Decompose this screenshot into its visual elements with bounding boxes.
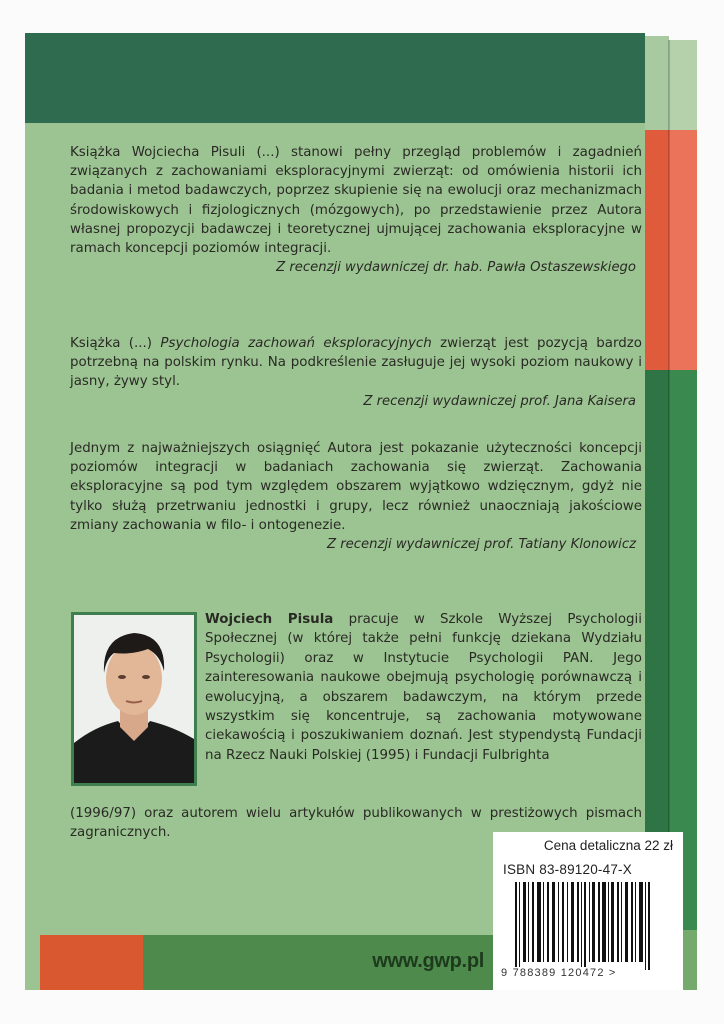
publisher-url: www.gwp.pl <box>372 950 484 972</box>
author-name: Wojciech Pisula <box>205 612 334 627</box>
review-1 <box>70 143 642 277</box>
price-barcode-sticker <box>493 832 683 990</box>
review-2 <box>70 334 642 411</box>
review-2-text <box>70 334 642 392</box>
spine-red-stripe <box>645 130 669 370</box>
author-photo <box>74 615 194 783</box>
book-title: Psychologia zachowań eksploracyjnych <box>160 336 432 351</box>
author-bio-continued: (1996/97) oraz autorem wielu artykułów publikowanych w prestiżowych pismach zagranicznych. <box>70 806 642 841</box>
barcode-icon <box>511 882 661 970</box>
author-portrait-icon <box>74 615 194 783</box>
review-2-citation: Z recenzji wydawniczej prof. Jana Kaisera <box>363 393 636 409</box>
bottom-orange-block <box>40 935 143 990</box>
barcode-digits: 9 788389 120472 > <box>501 967 617 979</box>
review-3-text: Jednym z najważniejszych osiągnięć Autora jest pokazanie użyteczności koncepcji poziomów integracji w badaniach zachowania się zwierząt. Zachowania eksploracyjne są pod tym względem obszarem wyjątkowo wdzięcznym, gdyż nie tylko służą przetrwaniu jednostki i grupy, lecz również unaoczniają jakościowe zmiany zachowania w filo- i ontogenezie. <box>70 441 642 533</box>
review-2-text-end: zwierząt jest pozycją bardzo potrzebną na polskim rynku. Na podkreślenie zasługuje jej wysoki poziom naukowy i jasny, żywy styl. <box>70 336 642 390</box>
top-color-band <box>25 33 645 123</box>
review-3-citation: Z recenzji wydawniczej prof. Tatiany Klonowicz <box>326 537 636 553</box>
retail-price: Cena detaliczna 22 zł <box>543 838 673 853</box>
review-1-text: Książka Wojciecha Pisuli (...) stanowi pełny przegląd problemów i zagadnień związanych z zachowaniami eksploracyjnymi zwierząt: od omówienia historii ich badania i metod badawczych, poprzez skupienie się na ewolucji oraz mechanizmach środowiskowych i fizjologicznych (mózgowych), po przedstawienie przez Autora własnej propozycji badawczej i teoretycznej ujmującej zachowania eksploracyjne w ramach koncepcji poziomów integracji. <box>70 145 642 257</box>
review-1-citation: Z recenzji wydawniczej dr. hab. Pawła Ostaszewskiego <box>276 260 636 276</box>
spine-red-stripe-outer <box>669 130 697 370</box>
author-bio <box>205 610 642 765</box>
isbn-number: ISBN 83-89120-47-X <box>503 862 632 877</box>
author-bio-text: pracuje w Szkole Wyższej Psychologii Społecznej (w której także pełni funkcję dziekana Wydziału Psychologii) oraz w Instytucie Psychologii PAN. Jego zainteresowania naukowe obejmują psychologię porównawczą i ewolucyjną, a obszarem badawczym, na którym przede wszystkim się koncentruje, są zachowania motywowane ciekawością i poszukiwaniem doznań. Jest stypendystą Fundacji na Rzecz Nauki Polskiej (1995) i Fundacji Fulbrighta <box>205 612 642 763</box>
review-3 <box>70 439 642 554</box>
review-2-text-start: Książka (...) <box>70 336 161 351</box>
